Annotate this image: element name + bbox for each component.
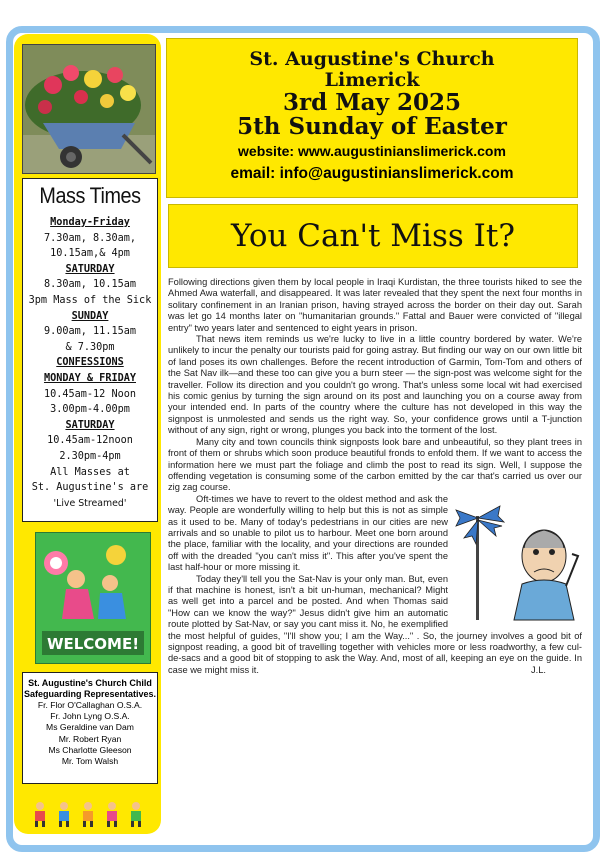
wheelbarrow-flowers-photo bbox=[22, 44, 156, 174]
welcome-text: WELCOME! bbox=[46, 635, 140, 653]
newsletter-header bbox=[166, 38, 578, 198]
mass-times-line: St. Augustine's are bbox=[31, 482, 149, 494]
article-paragraph: Many city and town councils think signposts look bare and unbeautiful, so they plant trees in front of them or shrubs which soon produce beautiful fronds to enfold them. If we want to access the information here we must part the foliage and climb the post to read its sign. Well, I suppose the offending vegetation is consuming some of the carbon emitted by the car that's carried us over our zig zag course. bbox=[168, 436, 582, 493]
mass-times-line: MONDAY & FRIDAY bbox=[43, 372, 136, 384]
mass-times-line: 10.15am,& 4pm bbox=[50, 248, 130, 260]
website-link[interactable]: website: www.augustinianslimerick.com bbox=[238, 143, 506, 159]
article-title: You Can't Miss It? bbox=[231, 218, 515, 254]
children-border-illustration bbox=[30, 800, 148, 828]
safeguarding-name: Mr. Robert Ryan bbox=[58, 733, 122, 744]
article-paragraph: That news item reminds us we're lucky to live in a little country bordered by water. We're unlikely to incur the penalty our tourists paid for going astray. But finding our way on our own little bit of land poses its own challenges. Before the recent introduction of Garmin, Tom-Tom and others of the Sat Nav ilk—and these too can give you a burn steer — the sign-post was welcome sight for the traveller. Follow its direction and you couldn't go wrong. That's unless some local wit had exercised his comic genius by turning the sign around on its post and launching you on a course away from your intended end. In parts of the country where the culture has not developed in this way the signpost is unmolested and sends us the right way. So, your confidence grows until a T-junction without of any sign, right or wrong, plunges you back into the torment of the lost. bbox=[168, 334, 582, 436]
safeguarding-box bbox=[22, 672, 158, 784]
mass-times-line: 10.45am-12 Noon bbox=[43, 388, 136, 400]
mass-times-line: Monday-Friday bbox=[50, 217, 130, 228]
article-paragraph: Oft-times we have to revert to the oldest method and ask the way. People are wonderfully willing to help but this is not as simple as it used to be. Many of today's pedestrians in our cities are new arrivals and so unable to pilot us to harbour. Meet one born around the place, familiar with the locality, and your directions are rounded off with the dreaded "you can't miss it". This after you've spent the last half-hour or more missing it. bbox=[168, 493, 448, 573]
safeguarding-name: Ms Charlotte Gleeson bbox=[48, 744, 132, 755]
mass-times-line: SATURDAY bbox=[65, 419, 115, 431]
issue-date: 3rd May 2025 bbox=[283, 89, 461, 116]
mass-times-heading: Mass Times bbox=[39, 183, 141, 208]
mass-times-line: 2.30pm-4pm bbox=[59, 450, 121, 462]
liturgical-occasion: 5th Sunday of Easter bbox=[237, 113, 507, 140]
welcome-illustration bbox=[35, 532, 151, 664]
safeguarding-title: St. Augustine's Church Child Safeguarding Representatives. bbox=[23, 678, 157, 699]
mass-times-line: 9.00am, 11.15am bbox=[43, 326, 136, 338]
mass-times-line: 3.00pm-4.00pm bbox=[50, 404, 130, 416]
mass-times-line: 7.30am, 8.30am, bbox=[43, 232, 136, 244]
article-title-box bbox=[168, 204, 578, 268]
church-town: Limerick bbox=[324, 69, 420, 91]
article-paragraph: Following directions given them by local people in Iraqi Kurdistan, the three tourists hiked to see the Ahmed Awa waterfall, and disappeared. It was later revealed that they spent the next four months in solitary confinement in an Iranian prison, having strayed across the border on their day out. Sarah was let go 14 months later on "humanitarian grounds." Fattal and Bauer were convicted of "illegal entry" two years later and sentenced to eight years in prison. bbox=[168, 277, 582, 333]
safeguarding-name: Mr. Tom Walsh bbox=[61, 756, 119, 767]
signpost-cartoon bbox=[454, 496, 582, 622]
mass-times-list bbox=[23, 215, 157, 511]
mass-times-line: 10.45am-12noon bbox=[47, 435, 133, 447]
mass-times-line: 8.30am, 10.15am bbox=[43, 279, 136, 291]
mass-times-line: SUNDAY bbox=[71, 310, 109, 322]
mass-times-line: & 7.30pm bbox=[65, 341, 115, 353]
article-signature: J.L. bbox=[531, 665, 546, 676]
mass-times-line: All Masses at bbox=[50, 466, 130, 478]
mass-times-line: 'Live Streamed' bbox=[53, 497, 127, 509]
mass-times-box bbox=[22, 178, 158, 522]
article-paragraph: Today they'll tell you the Sat-Nav is your only man. But, even if that machine is honest, isn't a bit un-human, mechanical? Might as well get into a parcel and be posted. And when Thomas said "How can we know the way?" Jesus didn't give him an automatic route plotted by Sat-Nav, or say you cant miss it. No, he exemplified the most helpful of guides, "I'll show you; I am the Way..." . So, the journey involves a good bit of signpost reading, a good bit of travelling together with vehicles more or less roadworthy, a few cul-de-sacs and a good bit of stopping to ask the Way. And, most of all, keeping an eye on the guide. In case we might miss it. bbox=[168, 573, 582, 675]
safeguarding-name: Fr. Flor O'Callaghan O.S.A. bbox=[37, 700, 143, 710]
mass-times-line: SATURDAY bbox=[65, 263, 115, 275]
article-body bbox=[168, 277, 582, 677]
email-link[interactable]: email: info@augustinianslimerick.com bbox=[230, 165, 514, 182]
mass-times-line: CONFESSIONS bbox=[56, 357, 124, 369]
safeguarding-name: Ms Geraldine van Dam bbox=[46, 722, 134, 733]
mass-times-line: 3pm Mass of the Sick bbox=[28, 294, 152, 306]
church-name: St. Augustine's Church bbox=[249, 48, 495, 70]
safeguarding-name: Fr. John Lyng O.S.A. bbox=[50, 711, 130, 722]
